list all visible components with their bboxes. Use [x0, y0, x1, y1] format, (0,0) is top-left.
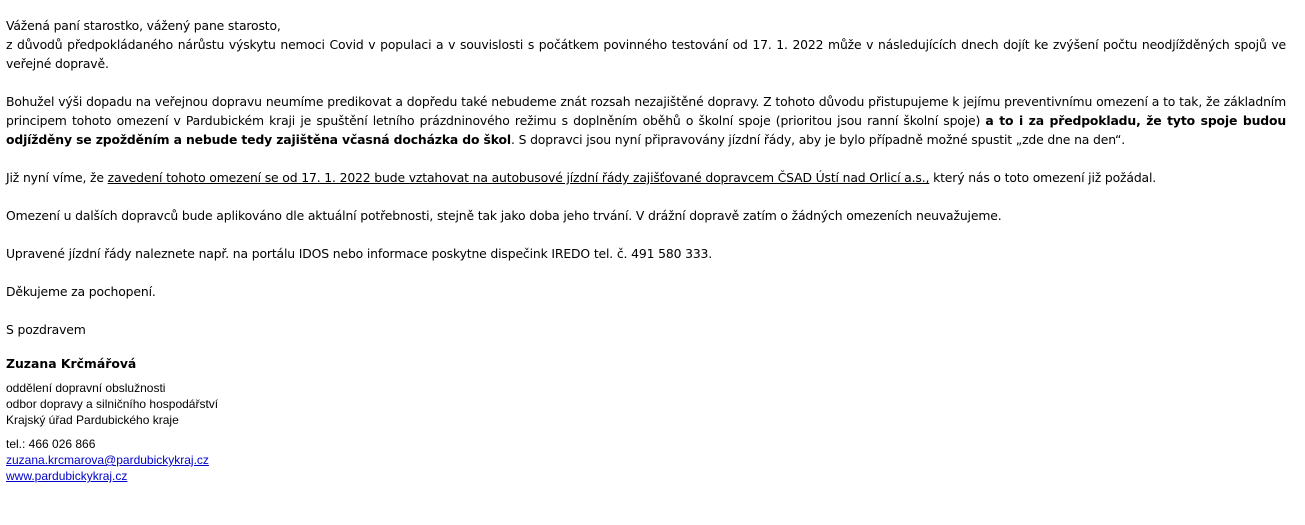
paragraph-csad-text1: Již nyní víme, že [6, 170, 108, 185]
signature-contact-block [6, 436, 209, 484]
paragraph-restriction-text2: . S dopravci jsou nyní připravovány jízdní řády, aby je bylo případně možné spustit „zde dne na den“. [511, 132, 1126, 147]
closing-line: S pozdravem [6, 322, 86, 337]
signature-department-block [6, 380, 218, 428]
signature-department: oddělení dopravní obslužnosti [6, 381, 166, 395]
signature-website-link[interactable]: www.pardubickykraj.cz [6, 469, 128, 483]
signature-name: Zuzana Krčmářová [6, 356, 137, 371]
paragraph-csad-underlined: zavedení tohoto omezení se od 17. 1. 2022 bude vztahovat na autobusové jízdní řády zajišťované dopravcem ČSAD Ústí nad Orlicí a.s., [107, 170, 930, 185]
paragraph-restriction [6, 92, 1286, 149]
letter-body [6, 16, 1286, 339]
paragraph-restriction-bold: a to i za předpokladu, že tyto spoje budou odjížděny se zpožděním a nebude tedy zajištěna včasná docházka do škol [6, 113, 1286, 147]
signature-office: Krajský úřad Pardubického kraje [6, 413, 179, 427]
signature-section: odbor dopravy a silničního hospodářství [6, 397, 219, 411]
paragraph-csad [6, 168, 1286, 187]
greeting: Vážená paní starostko, vážený pane starosto, [6, 18, 281, 33]
paragraph-other-carriers: Omezení u dalších dopravců bude aplikováno dle aktuální potřebnosti, stejně tak jako doba jeho trvání. V drážní dopravě zatím o žádných omezeních neuvažujeme. [6, 208, 1002, 223]
paragraph-covid-intro: z důvodů předpokládaného nárůstu výskytu nemoci Covid v populaci a v souvislosti s počátkem povinného testování od 17. 1. 2022 může v následujících dnech dojít ke zvýšení počtu neodjížděných spojů ve veřejné dopravě. [6, 37, 1286, 71]
signature-phone: tel.: 466 026 866 [6, 437, 96, 451]
paragraph-csad-text2: který nás o toto omezení již požádal. [929, 170, 1157, 185]
thanks-line: Děkujeme za pochopení. [6, 284, 156, 299]
paragraph-timetables: Upravené jízdní řády naleznete např. na portálu IDOS nebo informace poskytne dispečink IREDO tel. č. 491 580 333. [6, 246, 713, 261]
signature-email-link[interactable]: zuzana.krcmarova@pardubickykraj.cz [6, 453, 209, 467]
paragraph-restriction-text1: Bohužel výši dopadu na veřejnou dopravu neumíme predikovat a dopředu také nebudeme znát rozsah nezajištěné dopravy. Z tohoto důvodu přistupujeme k jejímu preventivnímu omezení a to tak, že základním principem tohoto omezení v Pardubickém kraji je spuštění letního prázdninového režimu s doplněním oběhů o školní spoje (prioritou jsou ranní školní spoje) [6, 94, 1286, 128]
